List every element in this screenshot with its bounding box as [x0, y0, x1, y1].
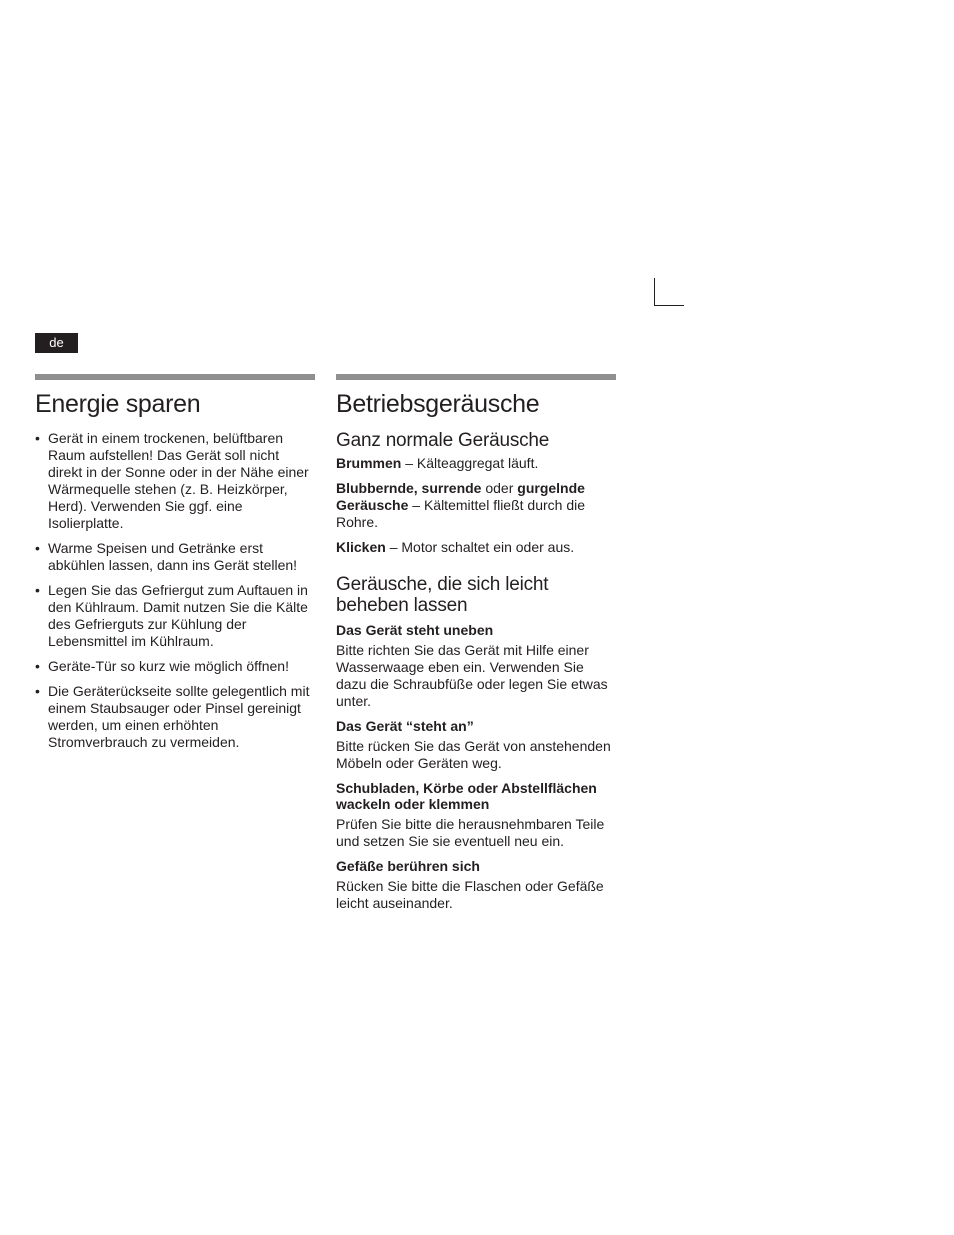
- blubbern-or: oder: [481, 480, 518, 496]
- list-item-text: Die Geräterückseite sollte gelegentlich mit einem Staubsauger oder Pinsel gereinigt werden, um einen erhöhten Stromverbrauch zu vermeiden.: [48, 683, 310, 750]
- klicken-term: Klicken: [336, 539, 386, 555]
- blubbern-desc: – Kältemittel fließt durch die Rohre.: [336, 497, 586, 530]
- issue-title: Schubladen, Körbe oder Abstellflächen wackeln oder klemmen: [336, 780, 597, 812]
- issue-text: Prüfen Sie bitte die herausnehmbaren Teile und setzen Sie sie eventuell neu ein.: [336, 816, 605, 849]
- list-item-text: Geräte-Tür so kurz wie möglich öffnen!: [48, 658, 289, 674]
- blubbern-term: Blubbernde, surrende: [336, 480, 482, 496]
- language-badge: de: [35, 333, 78, 353]
- fixable-issue: [336, 622, 616, 710]
- issue-title: Das Gerät “steht an”: [336, 718, 474, 734]
- klicken-entry: [336, 539, 616, 556]
- normal-noises-heading: Ganz normale Geräusche: [336, 430, 550, 451]
- klicken-desc: – Motor schaltet ein oder aus.: [385, 539, 575, 555]
- operating-noises-section: [336, 374, 616, 920]
- energy-tips-list: [35, 430, 315, 751]
- list-item: [35, 540, 315, 574]
- issue-text: Bitte richten Sie das Gerät mit Hilfe einer Wasserwaage eben ein. Verwenden Sie dazu die Schraubfüße oder legen Sie etwas unter.: [336, 642, 608, 709]
- section-rule: [336, 374, 616, 380]
- operating-noises-title: Betriebsgeräusche: [336, 390, 540, 418]
- issue-title: Gefäße berühren sich: [336, 858, 480, 874]
- section-rule: [35, 374, 315, 380]
- issue-text: Rücken Sie bitte die Flaschen oder Gefäße leicht auseinander.: [336, 878, 604, 911]
- fixable-issue: [336, 858, 616, 912]
- list-item-text: Legen Sie das Gefriergut zum Auftauen in den Kühlraum. Damit nutzen Sie die Kälte des Gefrierguts zur Kühlung der Lebensmittel im Kühlraum.: [48, 582, 308, 649]
- list-item: [35, 683, 315, 751]
- brummen-term: Brummen: [336, 455, 402, 471]
- list-item-text: Gerät in einem trockenen, belüftbaren Raum aufstellen! Das Gerät soll nicht direkt in der Sonne oder in der Nähe einer Wärmequelle stehen (z. B. Heizkörper, Herd). Verwenden Sie ggf. eine Isolierplatte.: [48, 430, 309, 531]
- issue-text: Bitte rücken Sie das Gerät von anstehenden Möbeln oder Geräten weg.: [336, 738, 611, 771]
- list-item: [35, 582, 315, 650]
- bullet-icon: •: [35, 658, 40, 674]
- list-item: [35, 430, 315, 532]
- issue-title: Das Gerät steht uneben: [336, 622, 494, 638]
- fixable-noises-heading: Geräusche, die sich leicht beheben lassen: [336, 574, 549, 616]
- energy-saving-section: [35, 374, 315, 759]
- crop-mark-vertical: [654, 278, 655, 306]
- bullet-icon: •: [35, 430, 40, 446]
- blubbern-entry: [336, 480, 616, 531]
- bullet-icon: •: [35, 582, 40, 598]
- list-item-text: Warme Speisen und Getränke erst abkühlen lassen, dann ins Gerät stellen!: [48, 540, 298, 573]
- gurgeln-term: gurgelnde Geräusche: [336, 480, 585, 513]
- fixable-issue: [336, 780, 616, 850]
- brummen-desc: – Kälteaggregat läuft.: [401, 455, 539, 471]
- fixable-issue: [336, 718, 616, 772]
- crop-mark-horizontal: [654, 305, 684, 306]
- list-item: [35, 658, 315, 675]
- brummen-entry: [336, 455, 616, 472]
- energy-saving-title: Energie sparen: [35, 390, 201, 418]
- bullet-icon: •: [35, 540, 40, 556]
- bullet-icon: •: [35, 683, 40, 699]
